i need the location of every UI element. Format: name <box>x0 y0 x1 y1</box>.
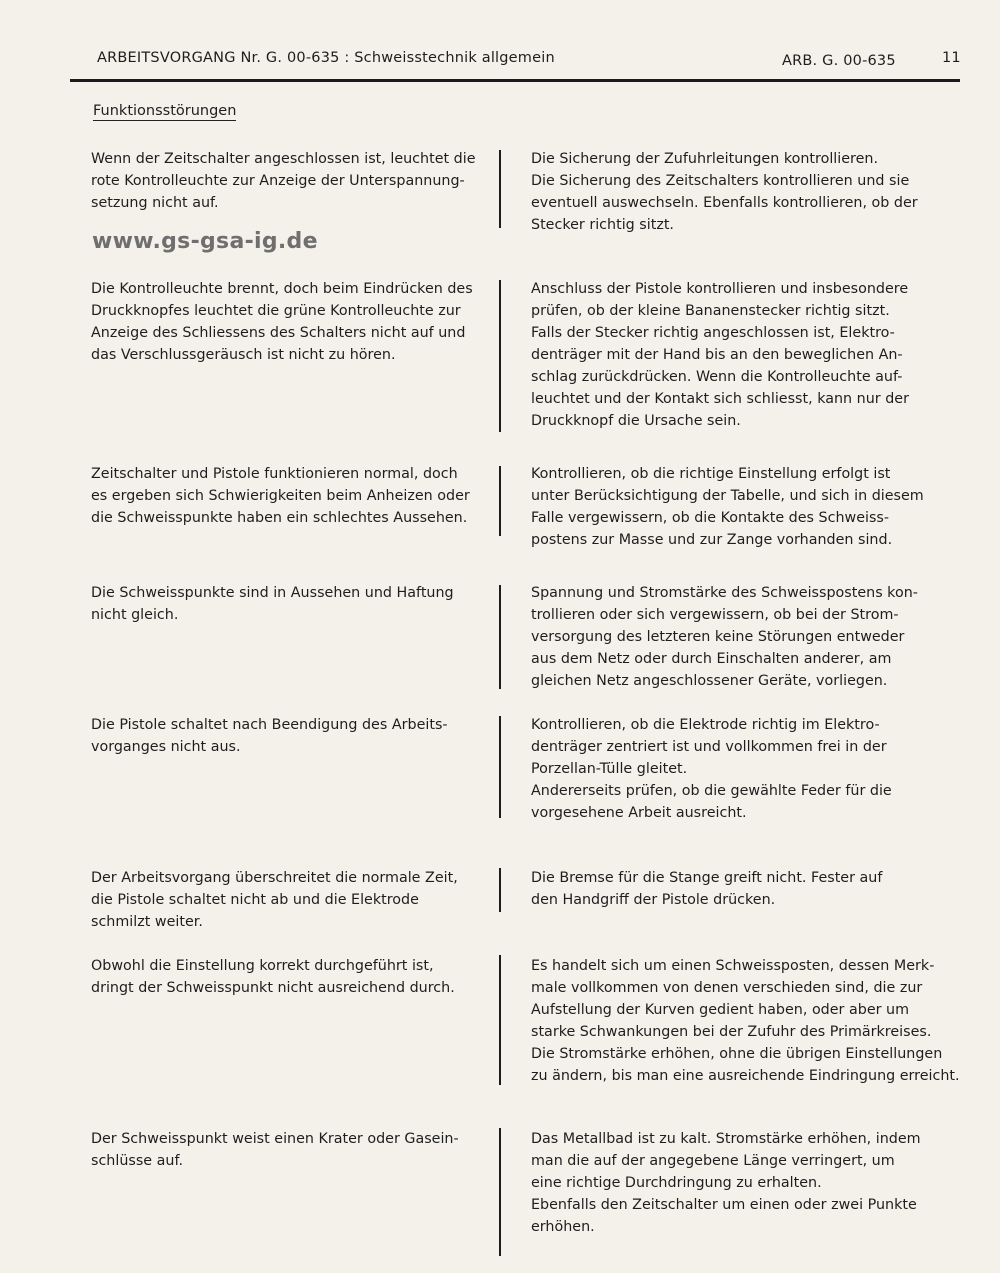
watermark-url: www.gs-gsa-ig.de <box>92 229 318 254</box>
divider-line-1 <box>499 150 501 228</box>
solution-text-3: Kontrollieren, ob die richtige Einstellung erfolgt ist unter Berücksichtigung der Tabelle, und sich in diesem Falle vergewissern, ob die Kontakte des Schweiss- postens zur Masse und zur Zange vorhanden sind. <box>531 466 924 548</box>
divider-line-5 <box>499 716 501 818</box>
solution-text-1: Die Sicherung der Zufuhrleitungen kontrollieren. Die Sicherung des Zeitschalters kontrollieren und sie eventuell auswechseln. Ebenfalls kontrollieren, ob der Stecker richtig sitzt. <box>531 151 918 233</box>
bleed-through-shadow <box>930 112 950 122</box>
page-header <box>97 50 967 74</box>
problem-text-3: Zeitschalter und Pistole funktionieren normal, doch es ergeben sich Schwierigkeiten beim Anheizen oder die Schweisspunkte haben ein schlechtes Aussehen. <box>91 466 470 526</box>
divider-line-3 <box>499 466 501 536</box>
divider-line-2 <box>499 280 501 432</box>
divider-line-4 <box>499 585 501 689</box>
problem-text-2: Die Kontrolleuchte brennt, doch beim Eindrücken des Druckknopfes leuchtet die grüne Kontrolleuchte zur Anzeige des Schliessens des Schalters nicht auf und das Verschlussgeräusch ist nicht zu hören. <box>91 281 473 363</box>
header-rule <box>70 79 960 82</box>
page-number: 11 <box>942 50 961 66</box>
divider-line-7 <box>499 955 501 1085</box>
solution-text-5: Kontrollieren, ob die Elektrode richtig im Elektro- denträger zentriert ist und vollkommen frei in der Porzellan-Tülle gleitet. Andererseits prüfen, ob die gewählte Feder für die vorgesehene Arbeit ausreicht. <box>531 717 892 821</box>
problem-text-4: Die Schweisspunkte sind in Aussehen und Haftung nicht gleich. <box>91 585 454 623</box>
divider-line-6 <box>499 868 501 912</box>
solution-text-7: Es handelt sich um einen Schweissposten, dessen Merk- male vollkommen von denen verschieden sind, die zur Aufstellung der Kurven gedient haben, oder aber um starke Schwankungen bei der Zufuhr des Primärkreises. Die Stromstärke erhöhen, ohne die übrigen Einstellungen zu ändern, bis man eine ausreichende Eindringung erreicht. <box>531 958 960 1084</box>
problem-text-7: Obwohl die Einstellung korrekt durchgeführt ist, dringt der Schweisspunkt nicht ausreichend durch. <box>91 958 455 996</box>
section-title: Funktionsstörungen <box>93 103 237 119</box>
problem-text-1: Wenn der Zeitschalter angeschlossen ist, leuchtet die rote Kontrolleuchte zur Anzeige der Unterspannung- setzung nicht auf. <box>91 151 476 211</box>
divider-line-8 <box>499 1128 501 1256</box>
problem-text-5: Die Pistole schaltet nach Beendigung des Arbeits- vorganges nicht aus. <box>91 717 448 755</box>
solution-text-4: Spannung und Stromstärke des Schweisspostens kon- trollieren oder sich vergewissern, ob bei der Strom- versorgung des letzteren keine Störungen entweder aus dem Netz oder durch Einschalten anderer, am gleichen Netz angeschlossener Geräte, vorliegen. <box>531 585 918 689</box>
problem-text-8: Der Schweisspunkt weist einen Krater oder Gasein- schlüsse auf. <box>91 1131 459 1169</box>
solution-text-2: Anschluss der Pistole kontrollieren und insbesondere prüfen, ob der kleine Bananenstecker richtig sitzt. Falls der Stecker richtig angeschlossen ist, Elektro- denträger mit der Hand bis an den beweglichen An- schlag zurückdrücken. Wenn die Kontrolleuchte auf- leuchtet und der Kontakt sich schliesst, kann nur der Druckknopf die Ursache sein. <box>531 281 909 429</box>
problem-text-6: Der Arbeitsvorgang überschreitet die normale Zeit, die Pistole schaltet nicht ab und die Elektrode schmilzt weiter. <box>91 870 458 930</box>
solution-text-6: Die Bremse für die Stange greift nicht. Fester auf den Handgriff der Pistole drücken. <box>531 870 883 908</box>
header-title: ARBEITSVORGANG Nr. G. 00-635 : Schweisstechnik allgemein <box>97 50 555 66</box>
header-reference: ARB. G. 00-635 <box>782 53 896 69</box>
solution-text-8: Das Metallbad ist zu kalt. Stromstärke erhöhen, indem man die auf der angegebene Länge verringert, um eine richtige Durchdringung zu erhalten. Ebenfalls den Zeitschalter um einen oder zwei Punkte erhöhen. <box>531 1131 921 1235</box>
